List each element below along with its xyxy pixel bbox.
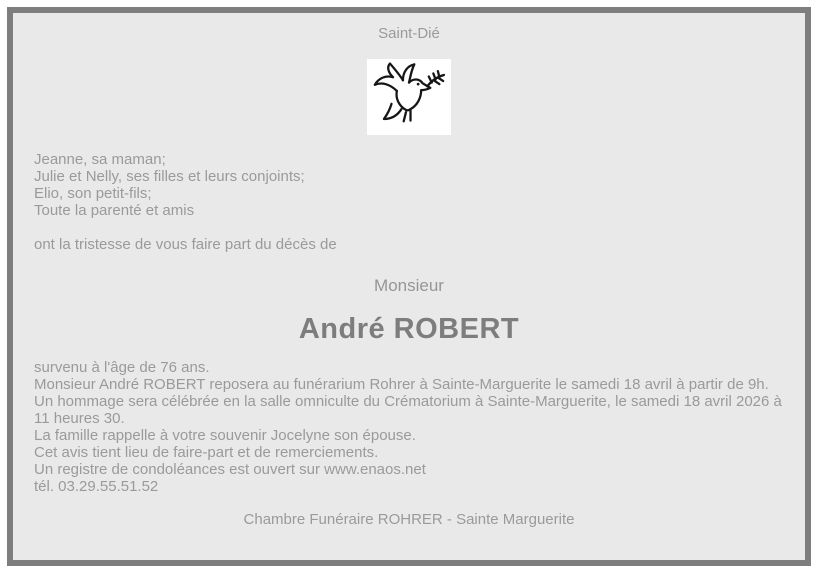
- family-line: Julie et Nelly, ses filles et leurs conjoints;: [34, 168, 305, 185]
- details-line: survenu à l'âge de 76 ans.: [34, 359, 210, 376]
- civility-title: Monsieur: [374, 276, 444, 295]
- city-heading: Saint-Dié: [378, 25, 440, 42]
- family-line: Elio, son petit-fils;: [34, 185, 152, 202]
- funeral-home-footer: Chambre Funéraire ROHRER - Sainte Marguerite: [243, 511, 575, 528]
- dove-olive-branch-icon: [371, 62, 447, 132]
- details-line: Cet avis tient lieu de faire-part et de remerciements.: [34, 444, 379, 461]
- intro-line: ont la tristesse de vous faire part du décès de: [34, 236, 337, 253]
- details-line: Monsieur André ROBERT reposera au funérarium Rohrer à Sainte-Marguerite le samedi 18 avril à partir de 9h.: [34, 376, 769, 393]
- details-paragraph: [34, 359, 784, 495]
- details-line: tél. 03.29.55.51.52: [34, 478, 159, 495]
- deceased-name: André ROBERT: [298, 313, 520, 345]
- details-line: Un hommage sera célébrée en la salle omniculte du Crématorium à Sainte-Marguerite, le samedi 18 avril 2026 à 11 heures 30.: [34, 393, 782, 427]
- details-line: La famille rappelle à votre souvenir Jocelyne son épouse.: [34, 427, 416, 444]
- dove-image: [367, 59, 451, 135]
- family-line: Toute la parenté et amis: [34, 202, 195, 219]
- family-list: [34, 151, 805, 219]
- family-line: Jeanne, sa maman;: [34, 151, 166, 168]
- notice-frame: [7, 7, 811, 566]
- details-line: Un registre de condoléances est ouvert sur www.enaos.net: [34, 461, 426, 478]
